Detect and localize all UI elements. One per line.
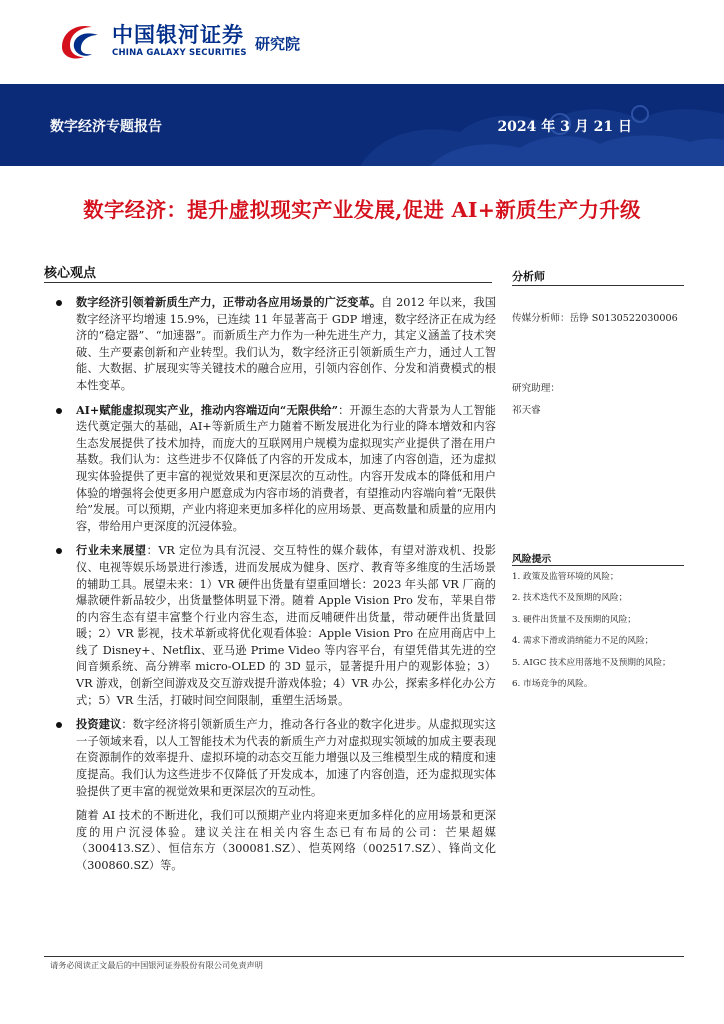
risk-divider [512,565,684,566]
institute-label: 研究院 [255,35,301,53]
report-date: 2024 年 3 月 21 日 [497,119,632,135]
bullet-icon [56,408,62,414]
logo-chinese-name: 中国银河证券 [112,23,244,47]
list-item [54,294,496,395]
risk-item: 5. AIGC 技术应用落地不及预期的风险； [512,657,671,668]
assistant-name: 祁天睿 [512,405,541,416]
sidebar-divider [512,285,684,286]
list-item [54,542,496,709]
report-title: 数字经济：提升虚拟现实产业发展,促进 AI+新质生产力升级 [83,198,641,222]
bullet-lead: 行业未来展望 [76,543,147,558]
risk-item: 6. 市场竞争的风险。 [512,678,593,689]
risk-heading: 风险提示 [512,554,552,565]
bullet-lead: 投资建议 [76,717,122,732]
bullet-lead: AI+赋能虚拟现实产业，推动内容端迈向“无限供给” [76,402,339,417]
bullet-text: 自 2012 年以来，我国数字经济平均增速 15.9%，已连续 11 年显著高于 GDP 增速，数字经济正在成为经济的“稳定器”、“加速器”。而新质生产力作为一种先进生产力，其定义涵盖了技术突破、生产要素创新和产业转型。我们认为，数字经济正引领新质生产力，通过人工智能、大数据、扩展现实等关键技术的融合应用，引领内容创作、分发和消费模式的根本性变革。 [76,296,496,392]
list-item [54,402,496,536]
analyst-name: 传媒分析师：岳铮 S0130522030006 [512,313,678,324]
bullet-text: ：数字经济将引领新质生产力，推动各行各业的数字化进步。从虚拟现实这一子领域来看，以人工智能技术为代表的新质生产力对虚拟现实领域的加成主要表现在资源制作的效率提升、虚拟环境的动态交互能力增强以及三维模型生成的精度和速度提高。我们认为这些进步不仅降低了开发成本，加速了内容创造，还为虚拟现实体验提供了更丰富的视觉效果和更深层次的互动性。 [76,718,496,798]
disclaimer-note: 请务必阅读正文最后的中国银河证券股份有限公司免责声明 [50,960,263,970]
logo-english-name: CHINA GALAXY SECURITIES [112,48,247,58]
closing-paragraph: 随着 AI 技术的不断进化，我们可以预期产业内将迎来更加多样化的应用场景和更深度的用户沉浸体验。建议关注在相关内容生态已有布局的公司：芒果超媒（300413.SZ）、恒信东方（300081.SZ）、恺英网络（002517.SZ）、锋尚文化（300860.SZ）等。 [76,809,496,872]
assistant-label: 研究助理： [512,383,560,394]
company-logo [54,16,247,66]
risk-item: 2. 技术迭代不及预期的风险； [512,593,628,604]
bullet-lead: 数字经济引领着新质生产力，正带动各应用场景的广泛变革。 [76,295,382,309]
core-views-list [54,294,496,875]
bullet-text: ：VR 定位为具有沉浸、交互特性的媒介载体，有望对游戏机、投影仪、电视等娱乐场景进行渗透，进而发展成为健身、医疗、教育等多维度的生活场景的辅助工具。展望未来：1）VR 硬件出货量有望重回增长：2023 年头部 VR 厂商的爆款硬件新品较少，出货量整体明显下滑。随着 Apple Vision Pro 发布，苹果自带的内容生态有望丰富整个行业内容生态，进而反哺硬件出货量，带动硬件出货量回暖；2）VR 影视，技术革新或将优化观看体验：Apple Vision Pro 在应用商店中上线了 Disney+、Netflix、亚马逊 Prime Video 等内容平台，有望凭借其先进的空间音频系统、高分辨率 micro-OLED 的 3D 显示，显著提升用户的观影体验；3）VR 游戏，创新空间游戏及交互游戏提升游戏体验；4）VR 办公，探索多样化办公方式；5）VR 生活，打破时间空间限制，重塑生活场景。 [76,544,496,707]
list-item [54,716,496,800]
bullet-text: ：开源生态的大背景为人工智能迭代奠定强大的基础，AI+等新质生产力随着不断发展进化为行业的降本增效和内容生态发展提供了技术加持，而庞大的互联网用户规模为虚拟现实产业提供了潜在用户基数。我们认为：这些进步不仅降低了内容的开发成本，加速了内容创造，还为虚拟现实体验提供了更丰富的视觉效果和更深层次的互动性。内容开发成本的降低和用户体验的增强将会使更多用户愿意成为内容市场的消费者，有望推动内容端向着“无限供给”发展。可以预期，产业内将迎来更加多样化的应用场景、更高数量和质量的应用内容，带给用户更深度的沉浸体验。 [76,403,496,533]
report-type: 数字经济专题报告 [50,119,162,135]
risk-item: 1. 政策及监管环境的风险； [512,572,619,582]
footer-divider [44,956,684,957]
analyst-heading: 分析师 [512,270,545,283]
galaxy-logo-icon [54,17,106,65]
bullet-icon [56,300,62,306]
section-divider [44,282,492,283]
bullet-icon [56,722,62,728]
risk-list [512,567,692,695]
risk-item: 4. 需求下滑或消纳能力不足的风险； [512,636,654,647]
core-views-heading: 核心观点 [44,266,97,281]
bullet-icon [56,548,62,554]
risk-item: 3. 硬件出货量不及预期的风险； [512,614,636,625]
